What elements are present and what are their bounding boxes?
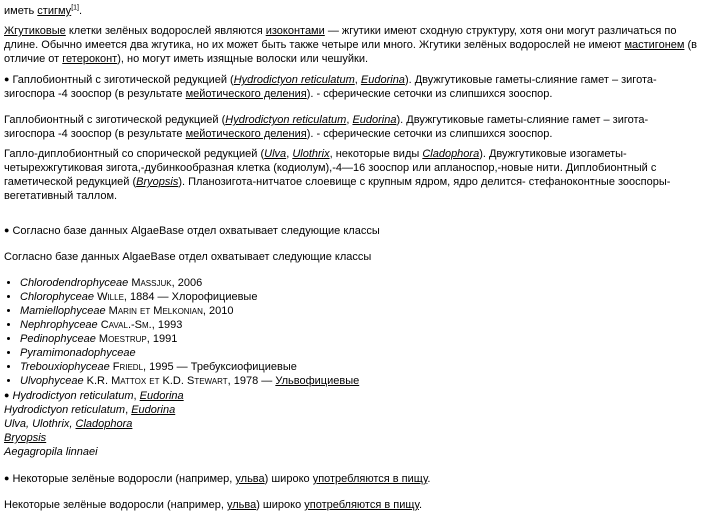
- class-name: Nephrophyceae: [20, 319, 98, 331]
- link-eudorina[interactable]: Eudorina: [352, 114, 397, 126]
- text: клетки зелёных водорослей являются: [65, 25, 266, 37]
- link-meiosis[interactable]: мейотического деления: [185, 128, 307, 140]
- class-author: Moestrup: [98, 333, 147, 345]
- link-cladophora[interactable]: Cladophora: [422, 148, 480, 160]
- text: Гаплобионтный с зиготической редукцией (: [4, 114, 226, 126]
- text: ), но могут иметь изящные волоски или чешуйки.: [117, 53, 369, 65]
- list-item: [20, 346, 700, 360]
- class-year: , 1995 — Требуксиофициевые: [143, 361, 297, 373]
- link-bryopsis[interactable]: Bryopsis: [136, 176, 179, 188]
- genera-line: [4, 403, 700, 417]
- link-heterokonts[interactable]: гетероконт: [62, 53, 118, 65]
- link-eudorina[interactable]: Eudorina: [131, 404, 176, 416]
- bullet-classes-heading: ● Согласно базе данных AlgaeBase отдел охватывает следующие классы: [4, 223, 700, 238]
- paragraph-haplobiont: [4, 113, 700, 141]
- link-isokonts[interactable]: изоконтами: [265, 25, 325, 37]
- link-hydrodictyon[interactable]: Hydrodictyon reticulatum: [233, 74, 355, 86]
- class-year: , 1884 — Хлорофициевые: [123, 291, 258, 303]
- text: .: [418, 499, 422, 511]
- class-name: Chlorodendrophyceae: [20, 277, 129, 289]
- text: (в отличие от: [4, 39, 698, 65]
- genera-line: [4, 431, 700, 445]
- link-eudorina[interactable]: Eudorina: [139, 390, 184, 402]
- link-food-use[interactable]: употребляются в пищу: [304, 499, 419, 511]
- class-name: Pyramimonadophyceae: [20, 347, 136, 359]
- paragraph-flagella: [4, 24, 700, 66]
- link-cladophora[interactable]: Cladophora: [75, 418, 133, 430]
- link-ulva-food[interactable]: ульва: [235, 473, 265, 485]
- link-stigma[interactable]: стигму: [37, 5, 72, 17]
- text: ). - сферические сеточки из слипшихся зооспор.: [306, 128, 553, 140]
- paragraph-classes-heading: Согласно базе данных AlgaeBase отдел охватывает следующие классы: [4, 251, 372, 263]
- link-ulva-food[interactable]: ульва: [226, 499, 257, 511]
- link-bryopsis[interactable]: Bryopsis: [4, 432, 47, 444]
- paragraph-stigma: [4, 4, 700, 18]
- bullet-haplobiont: [4, 72, 700, 101]
- text: Гапло-диплобионтный со спорической редукцией (: [4, 148, 265, 160]
- genera-line: [4, 417, 700, 431]
- class-author: K.R. Mattox et K.D. Stewart: [86, 375, 228, 387]
- text: ,: [286, 148, 293, 160]
- class-year: , 2010: [202, 305, 234, 317]
- text: ). Планозигота-нитчатое слоевище с крупным ядром, ядро делится- стефаноконтные зооспоры- вегетативный таллом.: [4, 176, 671, 202]
- paragraph-haplodiplobiont: [4, 147, 700, 203]
- link-eudorina[interactable]: Eudorina: [360, 74, 405, 86]
- class-author: Caval.-Sm.: [100, 319, 152, 331]
- link-flagellates[interactable]: Жгутиковые: [4, 25, 66, 37]
- link-ulva[interactable]: Ulva: [264, 148, 287, 160]
- text: .: [78, 5, 83, 17]
- class-name: Trebouxiophyceae: [20, 361, 110, 373]
- class-name: Pedinophyceae: [20, 333, 96, 345]
- class-author: Wille: [97, 291, 124, 303]
- text: ). Двужгутиковые гаметы-слияние гамет – зигота- зигоспора -4 зооспор (в результате: [4, 74, 657, 100]
- text: ,: [133, 390, 140, 402]
- class-year: , 1991: [146, 333, 178, 345]
- list-item: [20, 290, 700, 304]
- link-ulothrix[interactable]: Ulothrix: [292, 148, 330, 160]
- class-name: Chlorophyceae: [20, 291, 94, 303]
- class-author: Friedl: [112, 361, 144, 373]
- list-item: [20, 374, 700, 388]
- text: иметь: [4, 5, 38, 17]
- text: ) широко: [256, 499, 305, 511]
- paragraph-food: [4, 498, 700, 512]
- class-author: Marin et Melkonian: [108, 305, 203, 317]
- bullet-food: [4, 471, 700, 486]
- text: .: [427, 473, 431, 485]
- class-author: Massjuk: [131, 277, 172, 289]
- link-ulvophyceae[interactable]: Ульвофициевые: [275, 375, 360, 387]
- text: ). Двужгутиковые гаметы-слияние гамет – зигота- зигоспора -4 зооспор (в результате: [4, 114, 649, 140]
- list-item: [20, 360, 700, 374]
- footnote-ref[interactable]: [1]: [71, 4, 79, 12]
- text: Гаплобионтный с зиготической редукцией (: [12, 74, 234, 86]
- text: Некоторые зелёные водоросли (например,: [4, 499, 227, 511]
- text: ) широко: [264, 473, 313, 485]
- link-mastigonemes[interactable]: мастигонем: [624, 39, 685, 51]
- text: ,: [354, 74, 361, 86]
- link-hydrodictyon[interactable]: Hydrodictyon reticulatum: [225, 114, 347, 126]
- text: ,: [125, 404, 132, 416]
- class-name: Mamiellophyceae: [20, 305, 106, 317]
- text: Ulva, Ulothrix,: [4, 418, 76, 430]
- list-item: [20, 304, 700, 318]
- text: ,: [346, 114, 353, 126]
- text: Некоторые зелёные водоросли (например,: [12, 473, 236, 485]
- list-item: [20, 318, 700, 332]
- class-year: , 2006: [171, 277, 203, 289]
- classes-list: [4, 276, 700, 388]
- class-year: , 1978 —: [227, 375, 276, 387]
- text: Aegagropila linnaei: [4, 446, 98, 458]
- text: ). - сферические сеточки из слипшихся зооспор.: [306, 88, 553, 100]
- text: — жгутики имеют сходную структуру, хотя они могут различаться по длине. Обычно имеется два жгутика, но их может быть также четыре или много. Жгутики зелёных водорослей не имеют: [4, 25, 677, 51]
- link-meiosis[interactable]: мейотического деления: [185, 88, 307, 100]
- text: ). Двужгутиковые изогаметы- четырехжгутиковая зигота,-дубинкообразная клетка (кодиолум),-4—16 зооспор или апланоспор,-новые нити. Диплобионтный с гаметической редукцией (: [4, 148, 657, 188]
- text: Hydrodictyon reticulatum: [12, 390, 134, 402]
- text: Hydrodictyon reticulatum: [4, 404, 126, 416]
- bullet-genera: [4, 388, 700, 403]
- link-food-use[interactable]: употребляются в пищу: [312, 473, 428, 485]
- class-name: Ulvophyceae: [20, 375, 84, 387]
- list-item: [20, 332, 700, 346]
- genera-line: [4, 445, 700, 459]
- list-item: [20, 276, 700, 290]
- class-year: , 1993: [151, 319, 183, 331]
- text: , некоторые виды: [329, 148, 423, 160]
